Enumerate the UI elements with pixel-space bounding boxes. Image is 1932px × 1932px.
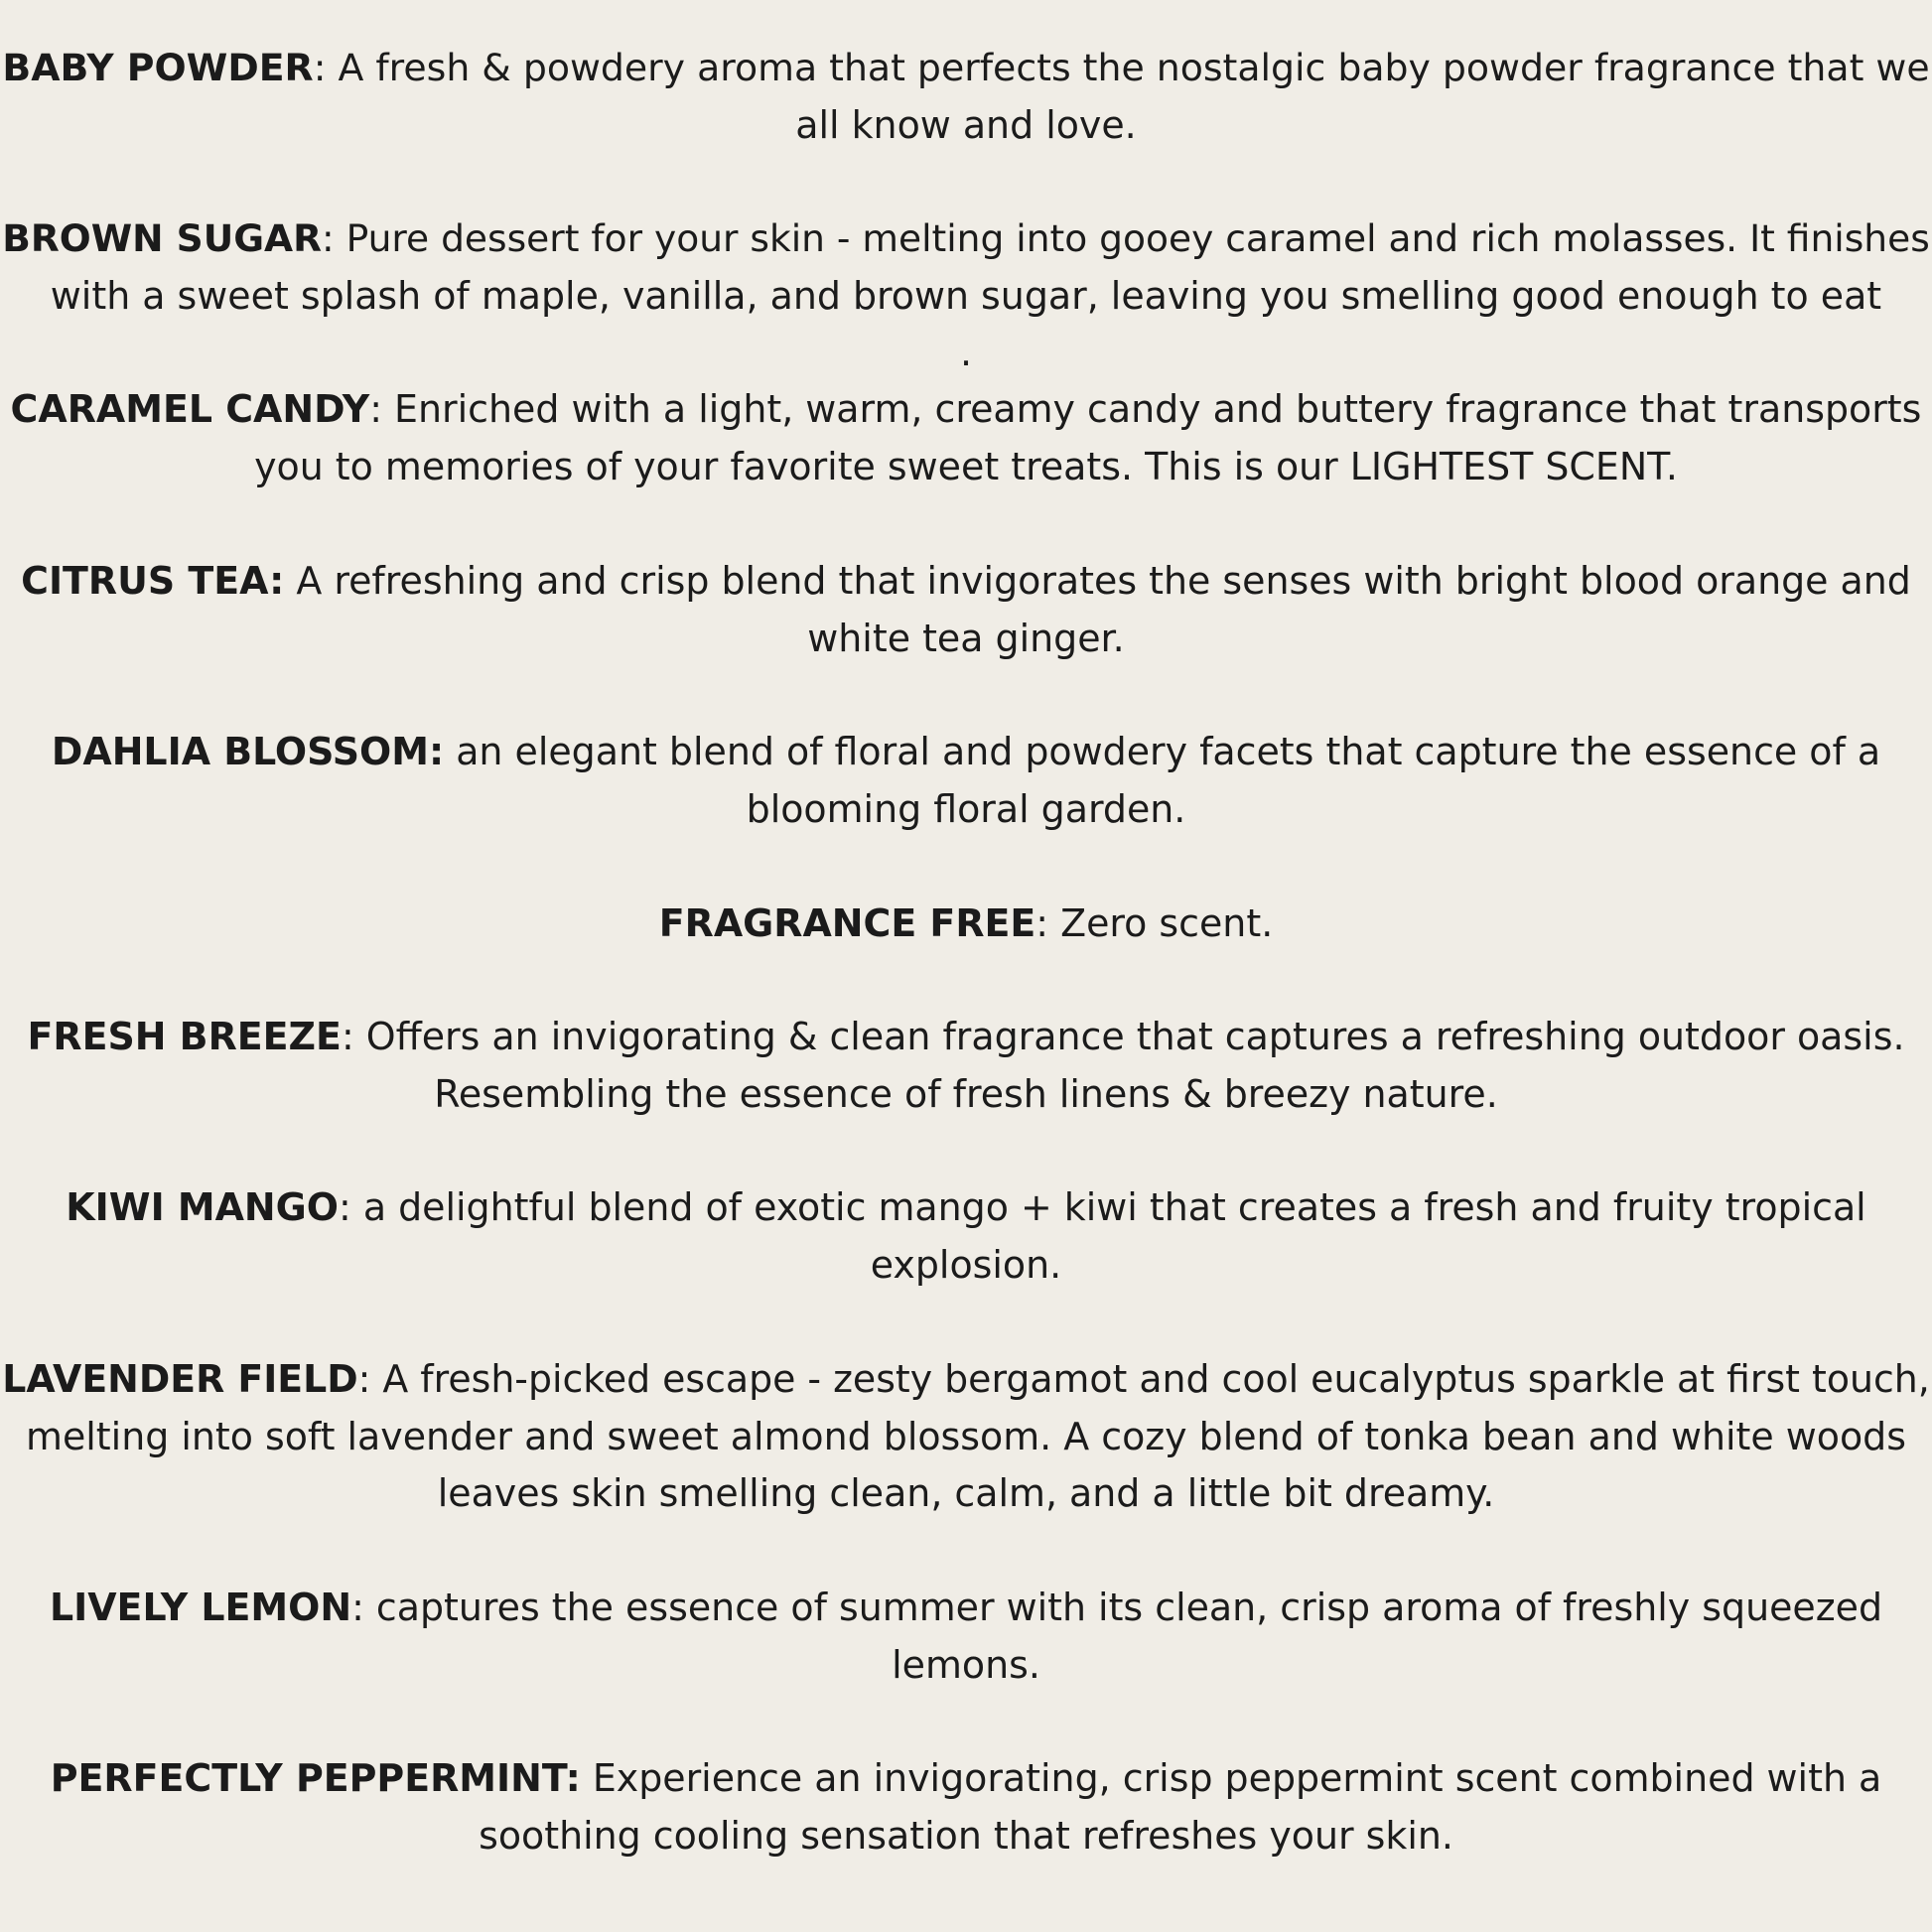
scent-heading-line xyxy=(0,553,1932,611)
scent-heading-line xyxy=(0,1351,1932,1409)
scent-description-line: blooming floral garden. xyxy=(746,786,1186,831)
scent-name: FRESH BREEZE xyxy=(27,1015,342,1058)
scent-description-line: leaves skin smelling clean, calm, and a little bit dreamy. xyxy=(437,1471,1495,1515)
scent-name: PERFECTLY PEPPERMINT: xyxy=(50,1756,581,1800)
scent-heading-line xyxy=(0,896,1932,953)
scent-lively-lemon xyxy=(0,1580,1932,1694)
scent-name: BABY POWDER xyxy=(2,46,314,89)
scent-description-line: soothing cooling sensation that refreshes your skin. xyxy=(479,1813,1453,1858)
scent-brown-sugar xyxy=(0,210,1932,382)
scent-description-line: with a sweet splash of maple, vanilla, and brown sugar, leaving you smelling good enough to eat xyxy=(50,273,1882,318)
scent-description-line: melting into soft lavender and sweet almond blossom. A cozy blend of tonka bean and white woods xyxy=(26,1414,1906,1458)
scent-description: : Pure dessert for your skin - melting into gooey caramel and rich molasses. It finishes xyxy=(322,216,1930,260)
scent-name: KIWI MANGO xyxy=(66,1185,339,1229)
scent-description: : Zero scent. xyxy=(1035,901,1274,945)
scent-description: : a delightful blend of exotic mango + kiwi that creates a fresh and fruity tropical xyxy=(339,1185,1866,1229)
scent-description-line: lemons. xyxy=(892,1642,1040,1687)
scent-heading-line xyxy=(0,40,1932,97)
scent-description: : Enriched with a light, warm, creamy candy and buttery fragrance that transports xyxy=(369,387,1922,431)
scent-description-line: white tea ginger. xyxy=(807,616,1125,660)
scent-heading-line xyxy=(0,1179,1932,1237)
scent-heading-line xyxy=(0,1009,1932,1066)
scent-description: : Offers an invigorating & clean fragrance that captures a refreshing outdoor oasis. xyxy=(341,1015,1905,1058)
scent-description-line: all know and love. xyxy=(795,102,1137,147)
scent-name: LAVENDER FIELD xyxy=(2,1357,358,1401)
scent-heading-line xyxy=(0,1750,1932,1808)
scent-perfectly-peppermint xyxy=(0,1750,1932,1864)
scent-description: an elegant blend of floral and powdery facets that capture the essence of a xyxy=(444,730,1881,773)
scent-description: A refreshing and crisp blend that invigorates the senses with bright blood orange and xyxy=(284,559,1911,603)
scent-description-line: you to memories of your favorite sweet treats. This is our LIGHTEST SCENT. xyxy=(254,444,1678,488)
scent-heading-line xyxy=(0,724,1932,781)
scent-lavender-field xyxy=(0,1351,1932,1523)
scent-heading-line xyxy=(0,1580,1932,1637)
scent-name: FRAGRANCE FREE xyxy=(658,901,1036,945)
scent-name: LIVELY LEMON xyxy=(49,1586,352,1629)
scent-name: BROWN SUGAR xyxy=(2,216,323,260)
scent-description-line: Resembling the essence of fresh linens & breezy nature. xyxy=(434,1071,1498,1116)
scent-baby-powder xyxy=(0,40,1932,154)
scent-heading-line xyxy=(0,210,1932,268)
scent-description-line: . xyxy=(959,331,973,374)
scent-caramel-candy xyxy=(0,381,1932,495)
scent-description-line: explosion. xyxy=(870,1242,1062,1287)
scent-heading-line xyxy=(0,381,1932,439)
scent-description: : captures the essence of summer with its clean, crisp aroma of freshly squeezed xyxy=(351,1586,1883,1629)
scent-kiwi-mango xyxy=(0,1179,1932,1294)
scent-name: CITRUS TEA: xyxy=(21,559,285,603)
scent-name: CARAMEL CANDY xyxy=(10,387,370,431)
scent-description: : A fresh-picked escape - zesty bergamot and cool eucalyptus sparkle at first touch, xyxy=(357,1357,1930,1401)
scent-description: : A fresh & powdery aroma that perfects the nostalgic baby powder fragrance that we xyxy=(313,46,1930,89)
scent-name: DAHLIA BLOSSOM: xyxy=(51,730,445,773)
scent-fragrance-free xyxy=(0,896,1932,953)
scent-citrus-tea xyxy=(0,553,1932,667)
scent-description: Experience an invigorating, crisp peppermint scent combined with a xyxy=(580,1756,1882,1800)
scent-dahlia-blossom xyxy=(0,724,1932,838)
scent-fresh-breeze xyxy=(0,1009,1932,1123)
